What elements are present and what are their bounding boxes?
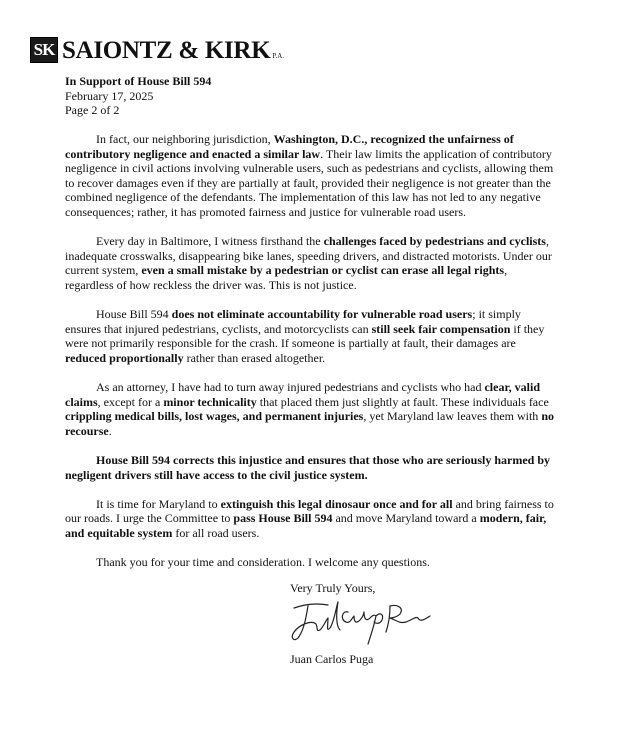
body-paragraph [65, 497, 555, 541]
firm-suffix: P.A. [272, 52, 285, 60]
bold-text: pass House Bill 594 [233, 511, 333, 526]
body-paragraph [65, 234, 555, 292]
body-paragraph [65, 555, 555, 570]
bold-text: minor technicality [163, 394, 257, 409]
bold-text: extinguish this legal dinosaur once and for all [220, 496, 453, 511]
bold-text: Washington, D.C., recognized the unfairness of contributory negligence and enacted a similar law [65, 132, 514, 161]
text-run: , inadequate crosswalks, disappearing bike lanes, speeding drivers, and distracted motorists. Under our current system, [65, 234, 552, 278]
text-run: rather than erased altogether. [183, 350, 326, 365]
closing: Very Truly Yours, [290, 581, 376, 595]
text-run: if they were not primarily responsible for the crash. If someone is partially at fault, their damages are [65, 321, 545, 351]
bold-text: does not eliminate accountability for vulnerable road users [171, 307, 473, 322]
logo-letters: SK [33, 40, 55, 59]
text-run: Thank you for your time and consideration. I welcome any questions. [96, 555, 430, 570]
text-run: Every day in Baltimore, I witness firsthand the [96, 234, 324, 249]
text-run: that placed them just slightly at fault. These individuals face [256, 394, 549, 409]
text-run: for all road users. [172, 526, 260, 541]
firm-logo [30, 37, 58, 63]
text-run: , yet Maryland law leaves them with [363, 409, 542, 424]
letterhead [30, 33, 284, 63]
body-paragraph [65, 453, 555, 482]
firm-name: SAIONTZ & KIRK [62, 37, 271, 64]
bold-text: crippling medical bills, lost wages, and permanent injuries [65, 409, 364, 424]
bold-text: no recourse [65, 409, 554, 438]
bold-text: modern, fair, and equitable system [65, 511, 547, 541]
signer-name: Juan Carlos Puga [290, 652, 374, 666]
text-run: In fact, our neighboring jurisdiction, [96, 132, 274, 146]
letter-body [65, 132, 555, 584]
bold-text: still seek fair compensation [371, 321, 511, 336]
bold-text: even a small mistake by a pedestrian or cyclist can erase all legal rights [141, 263, 505, 278]
text-run: As an attorney, I have had to turn away injured pedestrians and cyclists who had [96, 380, 485, 395]
text-run: . Their law limits the application of contributory negligence in civil actions involving vulnerable users, such as pedestrians and cyclists, allowing them to recover damages even if they are partially at fault, provided their negligence is not greater than the combined negligence of the defendants. The implementation of this law has not led to any negative consequences; rather, it has promoted fairness and justice for vulnerable road users. [65, 146, 554, 219]
text-run: House Bill 594 [96, 307, 172, 322]
text-run: and bring fairness to our roads. I urge the Committee to [65, 496, 554, 526]
text-run: It is time for Maryland to [96, 496, 221, 511]
bold-text: reduced proportionally [65, 350, 184, 365]
bold-text: House Bill 594 corrects this injustice and ensures that those who are seriously harmed by negligent drivers still have access to the civil justice system. [65, 453, 551, 482]
text-run: ; it simply ensures that injured pedestrians, cyclists, and motorcyclists can [65, 307, 521, 336]
bold-text: clear, valid claims [65, 380, 541, 409]
body-paragraph [65, 307, 555, 365]
letter-date: February 17, 2025 [65, 88, 154, 103]
body-paragraph [65, 380, 555, 438]
signature-image [286, 598, 446, 648]
text-run: . [108, 423, 112, 438]
bold-text: challenges faced by pedestrians and cyclists [323, 234, 546, 249]
page-number: Page 2 of 2 [65, 103, 120, 117]
subject-line: In Support of House Bill 594 [65, 74, 212, 88]
letter-header [65, 74, 211, 118]
text-run: , regardless of how reckless the driver was. This is not justice. [65, 263, 508, 292]
text-run: and move Maryland toward a [332, 511, 480, 526]
text-run: , except for a [97, 394, 164, 409]
body-paragraph [65, 132, 555, 220]
